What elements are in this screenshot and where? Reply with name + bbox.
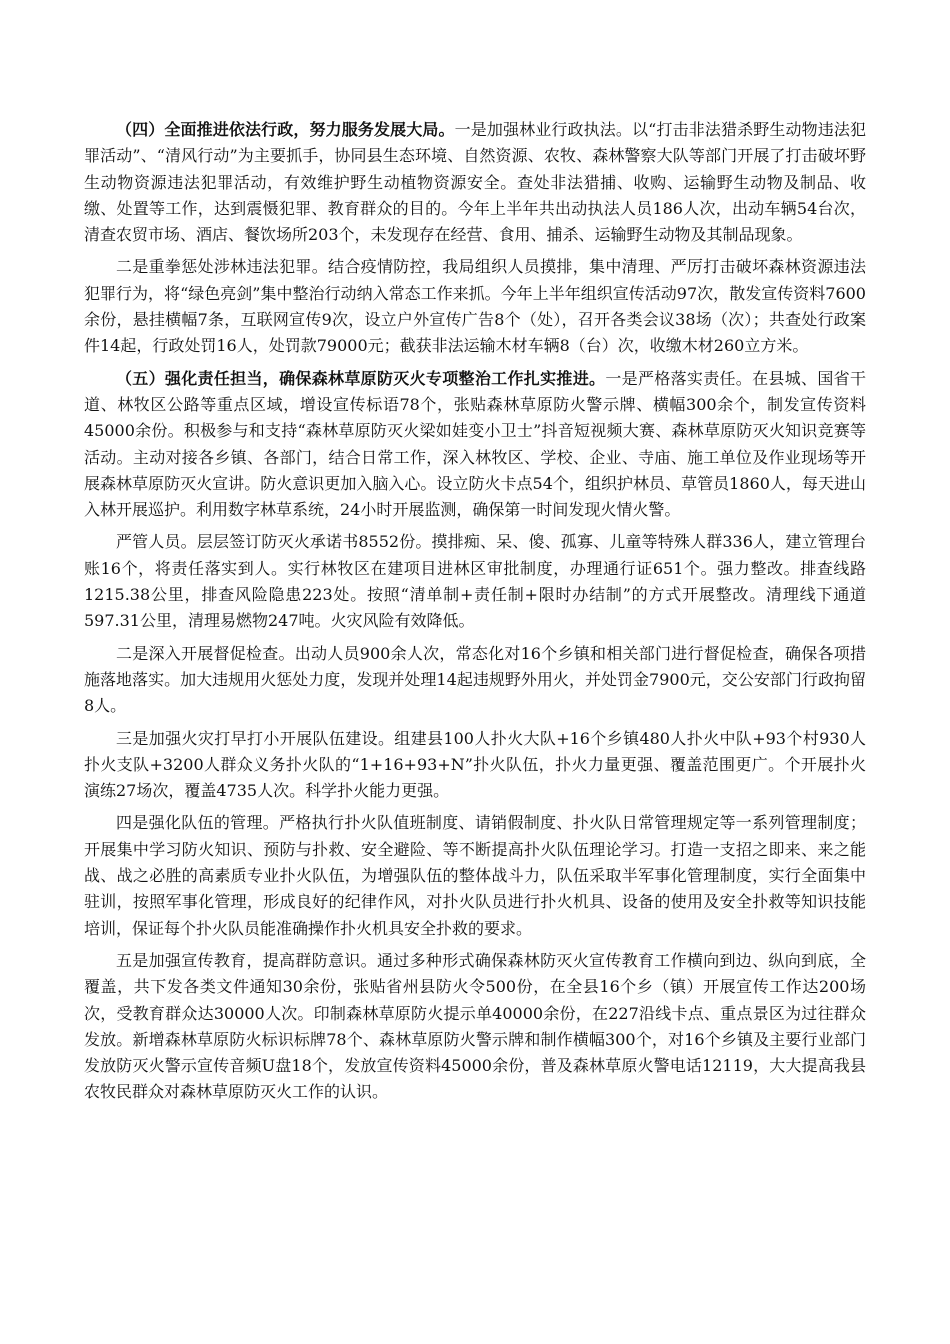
paragraph-text: 四是强化队伍的管理。严格执行扑火队值班制度、请销假制度、扑火队日常管理规定等一系列管理制度；开展集中学习防火知识、预防与扑救、安全避险、等不断提高扑火队伍理论学习。打造一支招之即来、来之能战、战之必胜的高素质专业扑火队伍，为增强队伍的整体战斗力，队伍采取半军事化管理制度，实行全面集中驻训，按照军事化管理，形成良好的纪律作风，对扑火队员进行扑火机具、设备的使用及安全扑救等知识技能培训，保证每个扑火队员能准确操作扑火机具安全扑救的要求。 — [84, 813, 866, 938]
paragraph-text: 一是加强林业行政执法。以“打击非法猎杀野生动物违法犯罪活动”、“清风行动”为主要抓手，协同县生态环境、自然资源、农牧、森林警察大队等部门开展了打击破坏野生动物资源违法犯罪活动，有效维护野生动植物资源安全。查处非法猎捕、收购、运输野生动物及制品、收缴、处置等工作，达到震慑犯罪、教育群众的目的。今年上半年共出动执法人员186人次，出动车辆54台次，清查农贸市场、酒店、餐饮场所203个，未发现存在经营、食用、捕杀、运输野生动物及其制品现象。 — [84, 120, 866, 245]
document-body — [84, 117, 866, 1112]
paragraph-section-4 — [84, 117, 866, 248]
paragraph-inspection — [84, 641, 866, 720]
paragraph-text: 二是重拳惩处涉林违法犯罪。结合疫情防控，我局组织人员摸排，集中清理、严厉打击破坏森林资源违法犯罪行为，将“绿色亮剑”集中整治行动纳入常态工作来抓。今年上半年组织宣传活动97次，散发宣传资料7600余份，悬挂横幅7条，互联网宣传9次，设立户外宣传广告8个（处），召开各类会议38场（次）；共查处行政案件14起，行政处罚16人，处罚款79000元；截获非法运输木材车辆8（台）次，收缴木材260立方米。 — [84, 257, 866, 356]
paragraph-text: 一是严格落实责任。在县城、国省干道、林牧区公路等重点区域，增设宣传标语78个，张贴森林草原防火警示牌、横幅300余个，制发宣传资料45000余份。积极参与和支持“森林草原防灭火梁如娃变小卫士”抖音短视频大赛、森林草原防灭火知识竞赛等活动。主动对接各乡镇、各部门，结合日常工作，深入林牧区、学校、企业、寺庙、施工单位及作业现场等开展森林草原防灭火宣讲。防火意识更加入脑入心。设立防火卡点54个，组织护林员、草管员1860人，每天进山入林开展巡护。利用数字林草系统，24小时开展监测，确保第一时间发现火情火警。 — [84, 368, 866, 520]
paragraph-text: 严管人员。层层签订防灭火承诺书8552份。摸排痴、呆、傻、孤寡、儿童等特殊人群336人，建立管理台账16个，将责任落实到人。实行林牧区在建项目进林区审批制度，办理通行证651个。强力整改。排查线路1215.38公里，排查风险隐患223处。按照“清单制+责任制+限时办结制”的方式开展整改。清理线下通道597.31公里，清理易燃物247吨。火灾风险有效降低。 — [84, 532, 866, 631]
paragraph-personnel-management — [84, 529, 866, 634]
paragraph-team-management — [84, 810, 866, 941]
paragraph-text: 二是深入开展督促检查。出动人员900余人次，常态化对16个乡镇和相关部门进行督促检查，确保各项措施落地落实。加大违规用火惩处力度，发现并处理14起违规野外用火，并处罚金7900元，交公安部门行政拘留8人。 — [84, 643, 866, 716]
section-heading: （五）强化责任担当，确保森林草原防灭火专项整治工作扎实推进。 — [116, 368, 606, 388]
paragraph-team-building — [84, 726, 866, 805]
paragraph-section-5 — [84, 366, 866, 524]
paragraph-crime-crackdown — [84, 254, 866, 359]
section-heading: （四）全面推进依法行政，努力服务发展大局。 — [116, 120, 455, 139]
paragraph-publicity — [84, 948, 866, 1106]
paragraph-text: 五是加强宣传教育，提高群防意识。通过多种形式确保森林防灭火宣传教育工作横向到边、纵向到底，全覆盖，共下发各类文件通知30余份，张贴省州县防火令500份，在全县16个乡（镇）开展宣传工作达200场次，受教育群众达30000人次。印制森林草原防火提示单40000余份，在227沿线卡点、重点景区为过往群众发放。新增森林草原防火标识标牌78个、森林草原防火警示牌和制作横幅300个，对16个乡镇及主要行业部门发放防灭火警示宣传音频U盘18个，发放宣传资料45000余份，普及森林草原火警电话12119，大大提高我县农牧民群众对森林草原防灭火工作的认识。 — [84, 950, 866, 1102]
paragraph-text: 三是加强火灾打早打小开展队伍建设。组建县100人扑火大队+16个乡镇480人扑火中队+93个村930人扑火支队+3200人群众义务扑火队的“1+16+93+N”扑火队伍，扑火力量更强、覆盖范围更广。个开展扑火演练27场次，覆盖4735人次。科学扑火能力更强。 — [84, 728, 866, 801]
